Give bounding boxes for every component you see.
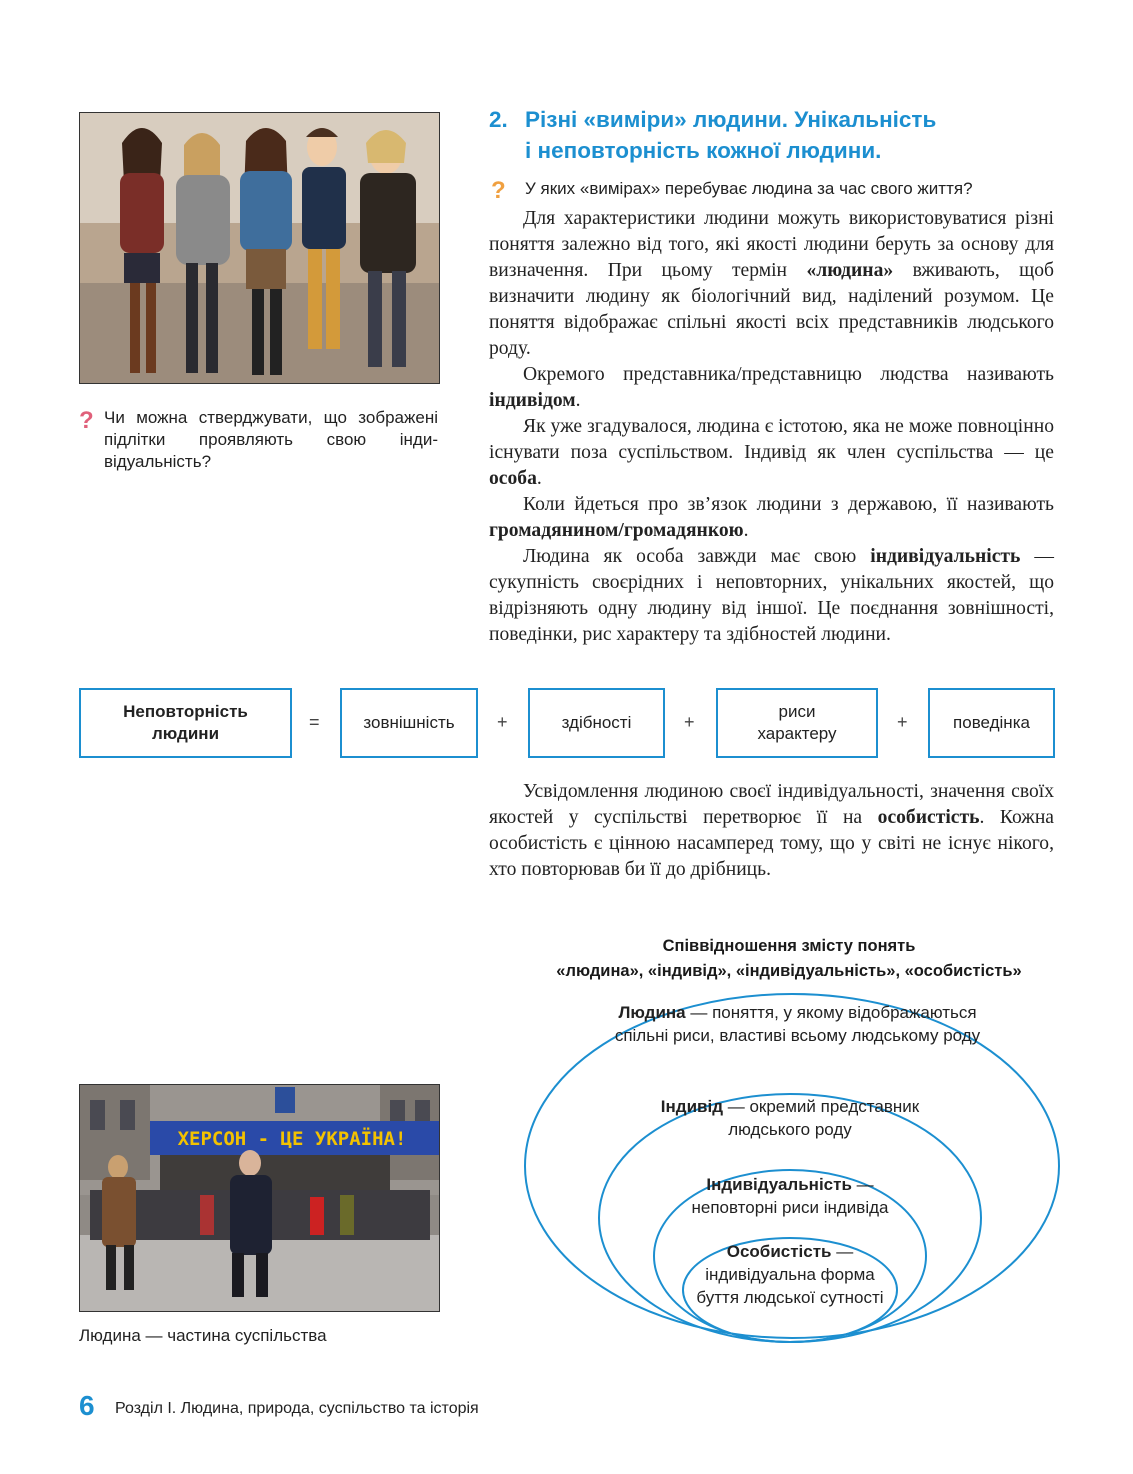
kherson-photo	[79, 1084, 440, 1312]
plus-sign: +	[684, 712, 695, 732]
photo-caption: Людина — частина суспільства	[79, 1326, 327, 1345]
section-title	[489, 104, 1089, 166]
banner-text: ХЕРСОН - ЦЕ УКРАЇНА!	[177, 1128, 407, 1150]
section-number: 2.	[489, 107, 508, 132]
section-title-line1: Різні «виміри» людини. Унікальність	[525, 107, 937, 132]
page-number: 6	[79, 1390, 95, 1421]
paragraph-6: Усвідомлення людиною своєї індивідуальності, значення своїх якостей у суспільстві перетворює її на особистість. Кожна особистість є цінною насамперед тому, що у світі не існує нікого, хто повторював би її до дрібниць.	[489, 781, 1054, 880]
diagram-title-line2: «людина», «індивід», «індивідуальність», «особистість»	[556, 962, 1022, 980]
diagram-title-line1: Співвідношення змісту понять	[662, 937, 916, 955]
plus-sign: +	[897, 712, 908, 732]
level-individual-text: Індивід — окремий представник людського роду	[660, 1097, 920, 1139]
section-title-line2: і неповторність кожної людини.	[525, 138, 882, 163]
equation-lhs-box: Неповторність людини	[79, 688, 292, 758]
level-personality-text: Особистість — індивідуальна форма буття людської сутності	[696, 1242, 884, 1307]
body-text-1	[489, 206, 1054, 648]
footer-chapter: Розділ І. Людина, природа, суспільство та історія	[115, 1400, 479, 1417]
teenagers-photo	[79, 112, 440, 384]
level-individuality-text: Індивідуальність — неповторні риси індивіда	[691, 1175, 889, 1217]
body-text-2	[489, 779, 1054, 883]
main-question: У яких «вимірах» перебуває людина за час свого життя?	[525, 179, 973, 198]
level-human-text: Людина — поняття, у якому відображаються спільні риси, властиві всьому людському роду	[614, 1003, 981, 1045]
paragraph-1: Для характеристики людини можуть використовуватися різні поняття залежно від того, які якості людини беруть за основу для визначення. При цьому термін «людина» вживають, щоб визначити людину як біологічний вид, наділений розумом. Це поняття відображає спільні якості всіх представників людського роду.	[489, 208, 1054, 359]
plus-sign: +	[497, 712, 508, 732]
diagram-title	[489, 934, 1089, 984]
paragraph-5: Людина як особа завжди має свою індивідуальність — сукупність своєрідних і неповторних, унікальних якостей, що відрізняють одну людину від іншої. Це поєднання зовнішності, поведінки, рис характеру та здібностей людини.	[489, 546, 1054, 645]
equation-term-character: риси характеру	[716, 688, 878, 758]
equals-sign: =	[309, 712, 320, 732]
question-mark-icon: ?	[79, 407, 94, 434]
equation-term-abilities: здібності	[528, 688, 665, 758]
equation-term-appearance: зовнішність	[340, 688, 478, 758]
equation-term-behavior: поведінка	[928, 688, 1055, 758]
question-mark-icon: ?	[491, 177, 506, 204]
paragraph-3: Як уже згадувалося, людина є істотою, яка не може повноцінно існувати поза суспільством. Індивід як член суспільства — це особа.	[489, 416, 1054, 489]
paragraph-2: Окремого представника/представницю людства називають індивідом.	[489, 364, 1054, 411]
paragraph-4: Коли йдеться про зв’язок людини з державою, її називають громадянином/громадянкою.	[489, 494, 1054, 541]
photo-question: Чи можна стверджувати, що зображені підлітки проявляють свою індивідуальність?	[104, 408, 438, 471]
